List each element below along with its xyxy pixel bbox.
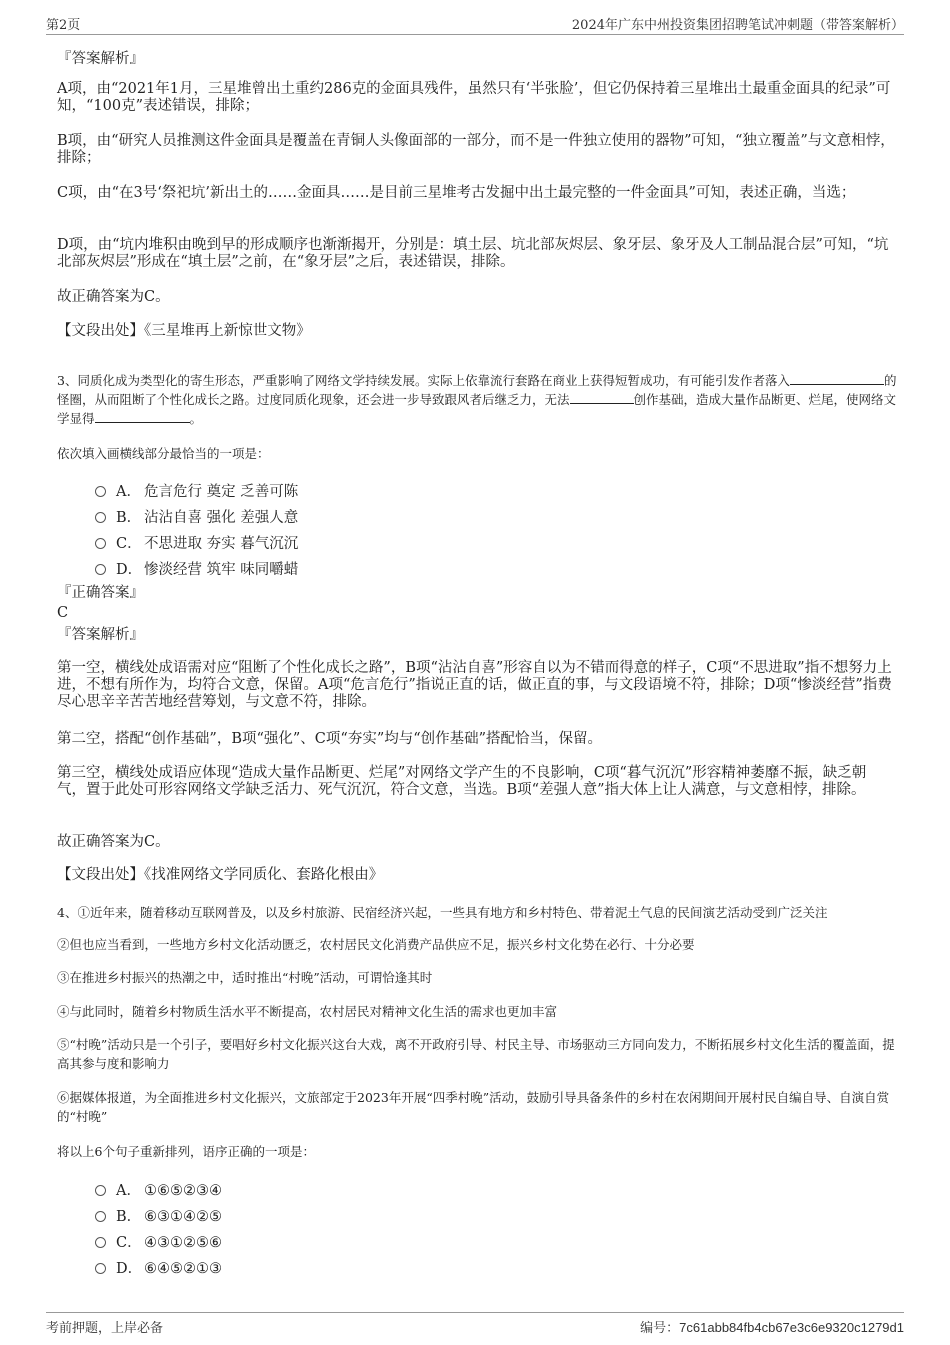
option-text: ①⑥⑤②③④ xyxy=(144,1183,222,1199)
footer-code xyxy=(640,1317,904,1336)
option-letter: A． xyxy=(116,484,141,500)
q4-option-c[interactable] xyxy=(95,1231,222,1251)
q4-option-b[interactable] xyxy=(95,1205,222,1225)
document-title: 2024年广东中州投资集团招聘笔试冲刺题（带答案解析） xyxy=(571,18,904,33)
q3-option-b[interactable] xyxy=(95,506,298,526)
radio-icon[interactable] xyxy=(95,564,106,575)
q4-option-a[interactable] xyxy=(95,1179,222,1199)
q2-analysis-heading: 『答案解析』 xyxy=(57,51,144,67)
q4-sentence-4: ④与此同时，随着乡村物质生活水平不断提高，农村居民对精神文化生活的需求也更加丰富 xyxy=(57,1004,558,1019)
radio-icon[interactable] xyxy=(95,538,106,549)
option-text: 不思进取 夯实 暮气沉沉 xyxy=(144,536,299,552)
option-letter: A． xyxy=(116,1183,141,1199)
q3-stem-part2: 的怪圈，从而阻断了个性化成长之路。过度同质化现象，还会进一步导致跟风者后继乏力，无法 xyxy=(57,373,897,407)
option-letter: D． xyxy=(116,1261,143,1277)
radio-icon[interactable] xyxy=(95,486,106,497)
q2-source: 【文段出处】《三星堆再上新惊世文物》 xyxy=(57,323,311,339)
footer-slogan: 考前押题，上岸必备 xyxy=(46,1321,164,1336)
q3-stem-part1: 3、同质化成为类型化的寄生形态，严重影响了网络文学持续发展。实际上依靠流行套路在商业上获得短暂成功，有可能引发作者落入 xyxy=(57,373,790,388)
q3-analysis-3: 第三空，横线处成语应体现“造成大量作品断更、烂尾”对网络文学产生的不良影响，C项“暮气沉沉”形容精神萎靡不振，缺乏朝气，置于此处可形容网络文学缺乏活力、死气沉沉，符合文意，当选。B项“差强人意”指大体上让人满意，与文意相悖，排除。 xyxy=(57,765,867,798)
q3-conclusion: 故正确答案为C。 xyxy=(57,834,170,850)
q3-option-d[interactable] xyxy=(95,558,298,578)
footer-code-value: 7c61abb84fb4cb67e3c6e9320c1279d1 xyxy=(679,1320,904,1335)
page-header xyxy=(46,14,904,35)
radio-icon[interactable] xyxy=(95,1185,106,1196)
q3-answer-heading: 『正确答案』 xyxy=(57,585,144,601)
q2-analysis-a: A项，由“2021年1月，三星堆曾出土重约286克的金面具残件，虽然只有‘半张脸’，但它仍保持着三星堆出土最重金面具的纪录”可知，“100克”表述错误，排除； xyxy=(57,81,891,114)
q2-analysis-b: B项，由“研究人员推测这件金面具是覆盖在青铜人头像面部的一部分，而不是一件独立使用的器物”可知，“独立覆盖”与文意相悖，排除； xyxy=(57,133,895,166)
blank-1 xyxy=(790,372,884,385)
option-text: 沾沾自喜 强化 差强人意 xyxy=(144,510,299,526)
q4-sentence-1: 4、①近年来，随着移动互联网普及，以及乡村旅游、民宿经济兴起，一些具有地方和乡村特色、带着泥土气息的民间演艺活动受到广泛关注 xyxy=(57,905,828,920)
blank-3 xyxy=(95,410,190,423)
option-letter: B． xyxy=(116,1209,142,1225)
page-footer xyxy=(46,1312,904,1335)
q4-sentence-3: ③在推进乡村振兴的热潮之中，适时推出“村晚”活动，可谓恰逢其时 xyxy=(57,970,433,985)
q4-sentence-6: ⑥据媒体报道，为全面推进乡村文化振兴，文旅部定于2023年开展“四季村晚”活动，鼓励引导具备条件的乡村在农闲期间开展村民自编自导、自演自赏的“村晚” xyxy=(57,1090,890,1124)
q3-analysis-1: 第一空，横线处成语需对应“阻断了个性化成长之路”，B项“沾沾自喜”形容自以为不错而得意的样子，C项“不思进取”指不想努力上进，不想有所作为，均符合文意，保留。A项“危言危行”指说正直的话，做正直的事，与文段语境不符，排除；D项“惨淡经营”指费尽心思辛辛苦苦地经营筹划，与文意不符，排除。 xyxy=(57,660,892,710)
option-letter: D． xyxy=(116,562,143,578)
blank-2 xyxy=(570,391,634,404)
radio-icon[interactable] xyxy=(95,1237,106,1248)
option-text: ⑥③①④②⑤ xyxy=(144,1209,222,1225)
option-letter: C． xyxy=(116,1235,142,1251)
radio-icon[interactable] xyxy=(95,1211,106,1222)
option-text: ④③①②⑤⑥ xyxy=(144,1235,222,1251)
radio-icon[interactable] xyxy=(95,512,106,523)
radio-icon[interactable] xyxy=(95,1263,106,1274)
option-text: 惨淡经营 筑牢 味同嚼蜡 xyxy=(144,562,299,578)
q2-analysis-c: C项，由“在3号‘祭祀坑’新出土的……金面具……是目前三星堆考古发掘中出土最完整的一件金面具”可知，表述正确，当选； xyxy=(57,185,856,201)
option-text: 危言危行 奠定 乏善可陈 xyxy=(144,484,299,500)
option-letter: C． xyxy=(116,536,142,552)
q3-prompt: 依次填入画横线部分最恰当的一项是： xyxy=(57,446,270,461)
q3-stem xyxy=(57,371,897,428)
q3-stem-part3: 创作基础，造成大量作品断更、烂尾，使网络文学显得 xyxy=(57,392,897,426)
option-text: ⑥④⑤②①③ xyxy=(144,1261,222,1277)
footer-code-label: 编号： xyxy=(640,1320,680,1335)
q4-option-d[interactable] xyxy=(95,1257,222,1277)
q3-option-c[interactable] xyxy=(95,532,298,552)
q3-analysis-heading: 『答案解析』 xyxy=(57,627,144,643)
q3-source: 【文段出处】《找准网络文学同质化、套路化根由》 xyxy=(57,867,384,883)
q4-sentence-5: ⑤“村晚”活动只是一个引子，要唱好乡村文化振兴这台大戏，离不开政府引导、村民主导、市场驱动三方同向发力，不断拓展乡村文化生活的覆盖面，提高其参与度和影响力 xyxy=(57,1037,895,1071)
q4-prompt: 将以上6个句子重新排列，语序正确的一项是： xyxy=(57,1144,315,1159)
q2-conclusion: 故正确答案为C。 xyxy=(57,289,170,305)
q3-stem-part4: 。 xyxy=(189,411,203,426)
q4-sentence-2: ②但也应当看到，一些地方乡村文化活动匮乏，农村居民文化消费产品供应不足，振兴乡村文化势在必行、十分必要 xyxy=(57,937,695,952)
q3-analysis-2: 第二空，搭配“创作基础”，B项“强化”、C项“夯实”均与“创作基础”搭配恰当，保留。 xyxy=(57,731,603,747)
page-number: 第2页 xyxy=(46,18,81,33)
q3-option-a[interactable] xyxy=(95,480,298,500)
q2-analysis-d: D项，由“坑内堆积由晚到早的形成顺序也渐渐揭开，分别是：填土层、坑北部灰烬层、象牙层、象牙及人工制品混合层”可知，“坑北部灰烬层”形成在“填土层”之前，在“象牙层”之后，表述错误，排除。 xyxy=(57,237,889,270)
option-letter: B． xyxy=(116,510,142,526)
q3-answer: C xyxy=(57,605,69,621)
